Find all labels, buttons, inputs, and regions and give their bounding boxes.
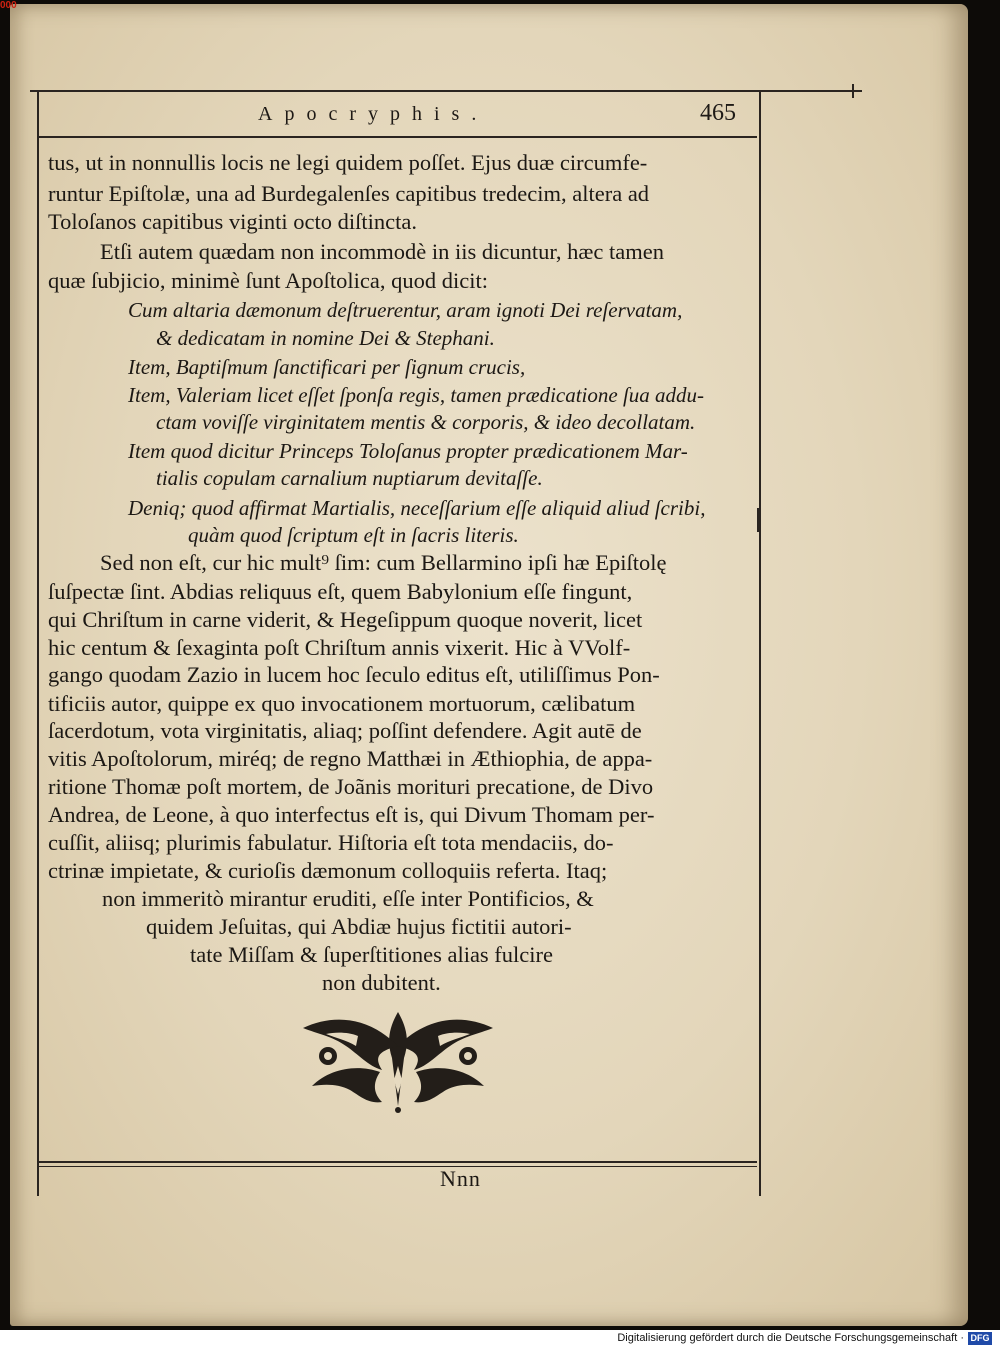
header-rule: [37, 136, 757, 138]
text-line: vitis Apoſtolorum, miréq; de regno Matthæi in Æthiophia, de appa-: [48, 746, 653, 771]
text-line: Toloſanos capitibus viginti octo diſtincta.: [48, 209, 417, 234]
text-line: cuſſit, aliisq; plurimis fabulatur. Hiſtoria eſt tota mendaciis, do-: [48, 830, 614, 855]
text-line: tificiis autor, quippe ex quo invocationem mortuorum, cælibatum: [48, 691, 636, 716]
text-line: Andrea, de Leone, à quo interfectus eſt is, qui Divum Thomam per-: [48, 802, 655, 827]
text-line: ctrinæ impietate, & curioſis dæmonum colloquiis referta. Itaq;: [48, 858, 608, 883]
text-line: qui Chriſtum in carne viderit, & Hegeſippum quoque noverit, licet: [48, 607, 643, 632]
text-line: quæ ſubjicio, minimè ſunt Apoſtolica, quod dicit:: [48, 268, 488, 293]
quote-line: quàm quod ſcriptum eſt in ſacris literis.: [188, 523, 519, 547]
text-line: Sed non eſt, cur hic mult⁹ ſim: cum Bellarmino ipſi hæ Epiſtolę: [100, 550, 667, 575]
tailpiece-ornament: [288, 1006, 508, 1114]
quote-line: Item quod dicitur Princeps Toloſanus propter prædicationem Mar-: [128, 439, 688, 463]
top-rule-end-mark: [852, 84, 854, 98]
text-line: hic centum & ſexaginta poſt Chriſtum annis vixerit. Hic à VVolf-: [48, 635, 631, 660]
dfg-logo-icon: DFG: [968, 1332, 992, 1345]
quote-line: ctam voviſſe virginitatem mentis & corporis, & ideo decollatam.: [156, 410, 696, 434]
signature-mark: Nnn: [440, 1166, 481, 1191]
bottom-rule-thin: [37, 1166, 757, 1167]
quote-line: tialis copulam carnalium nuptiarum devitaſſe.: [156, 466, 543, 490]
text-line: non immeritò mirantur eruditi, eſſe inter Pontificios, &: [102, 886, 594, 911]
scan-corner-mark: 000: [0, 0, 17, 11]
quote-line: Item, Valeriam licet eſſet ſponſa regis, tamen prædicatione ſua addu-: [128, 383, 705, 407]
text-line: tus, ut in nonnullis locis ne legi quidem poſſet. Ejus duæ circumfe-: [48, 150, 648, 175]
bottom-rule: [37, 1161, 757, 1163]
quote-line: Item, Baptiſmum ſanctificari per ſignum crucis,: [128, 355, 526, 379]
text-line: ritione Thomæ poſt mortem, de Joãnis morituri precatione, de Divo: [48, 774, 654, 799]
margin-tick: [757, 508, 759, 532]
funding-credit: Digitalisierung gefördert durch die Deutsche Forschungsgemeinschaft ·: [617, 1332, 964, 1344]
page-number: 465: [700, 100, 736, 126]
quote-line: & dedicatam in nomine Dei & Stephani.: [156, 326, 495, 350]
text-line: non dubitent.: [322, 970, 441, 995]
text-line: ſacerdotum, vota virginitatis, aliaq; poſſint defendere. Agit autē de: [48, 718, 642, 743]
text-line: tate Miſſam & ſuperſtitiones alias fulcire: [190, 942, 554, 967]
running-head: Apocryphis.: [258, 103, 489, 125]
text-line: Etſi autem quædam non incommodè in iis dicuntur, hæc tamen: [100, 239, 665, 264]
text-line: ſuſpectæ ſint. Abdias reliquus eſt, quem Babylonium eſſe fingunt,: [48, 579, 633, 604]
text-line: runtur Epiſtolæ, una ad Burdegalenſes capitibus tredecim, altera ad: [48, 181, 650, 206]
quote-line: Cum altaria dæmonum deſtruerentur, aram ignoti Dei reſervatam,: [128, 298, 683, 322]
text-line: gango quodam Zazio in lucem hoc ſeculo editus eſt, utiliſſimus Pon-: [48, 662, 660, 687]
text-line: quidem Jeſuitas, qui Abdiæ hujus fictitii autori-: [146, 914, 572, 939]
quote-line: Deniq; quod affirmat Martialis, neceſſarium eſſe aliquid aliud ſcribi,: [128, 496, 706, 520]
